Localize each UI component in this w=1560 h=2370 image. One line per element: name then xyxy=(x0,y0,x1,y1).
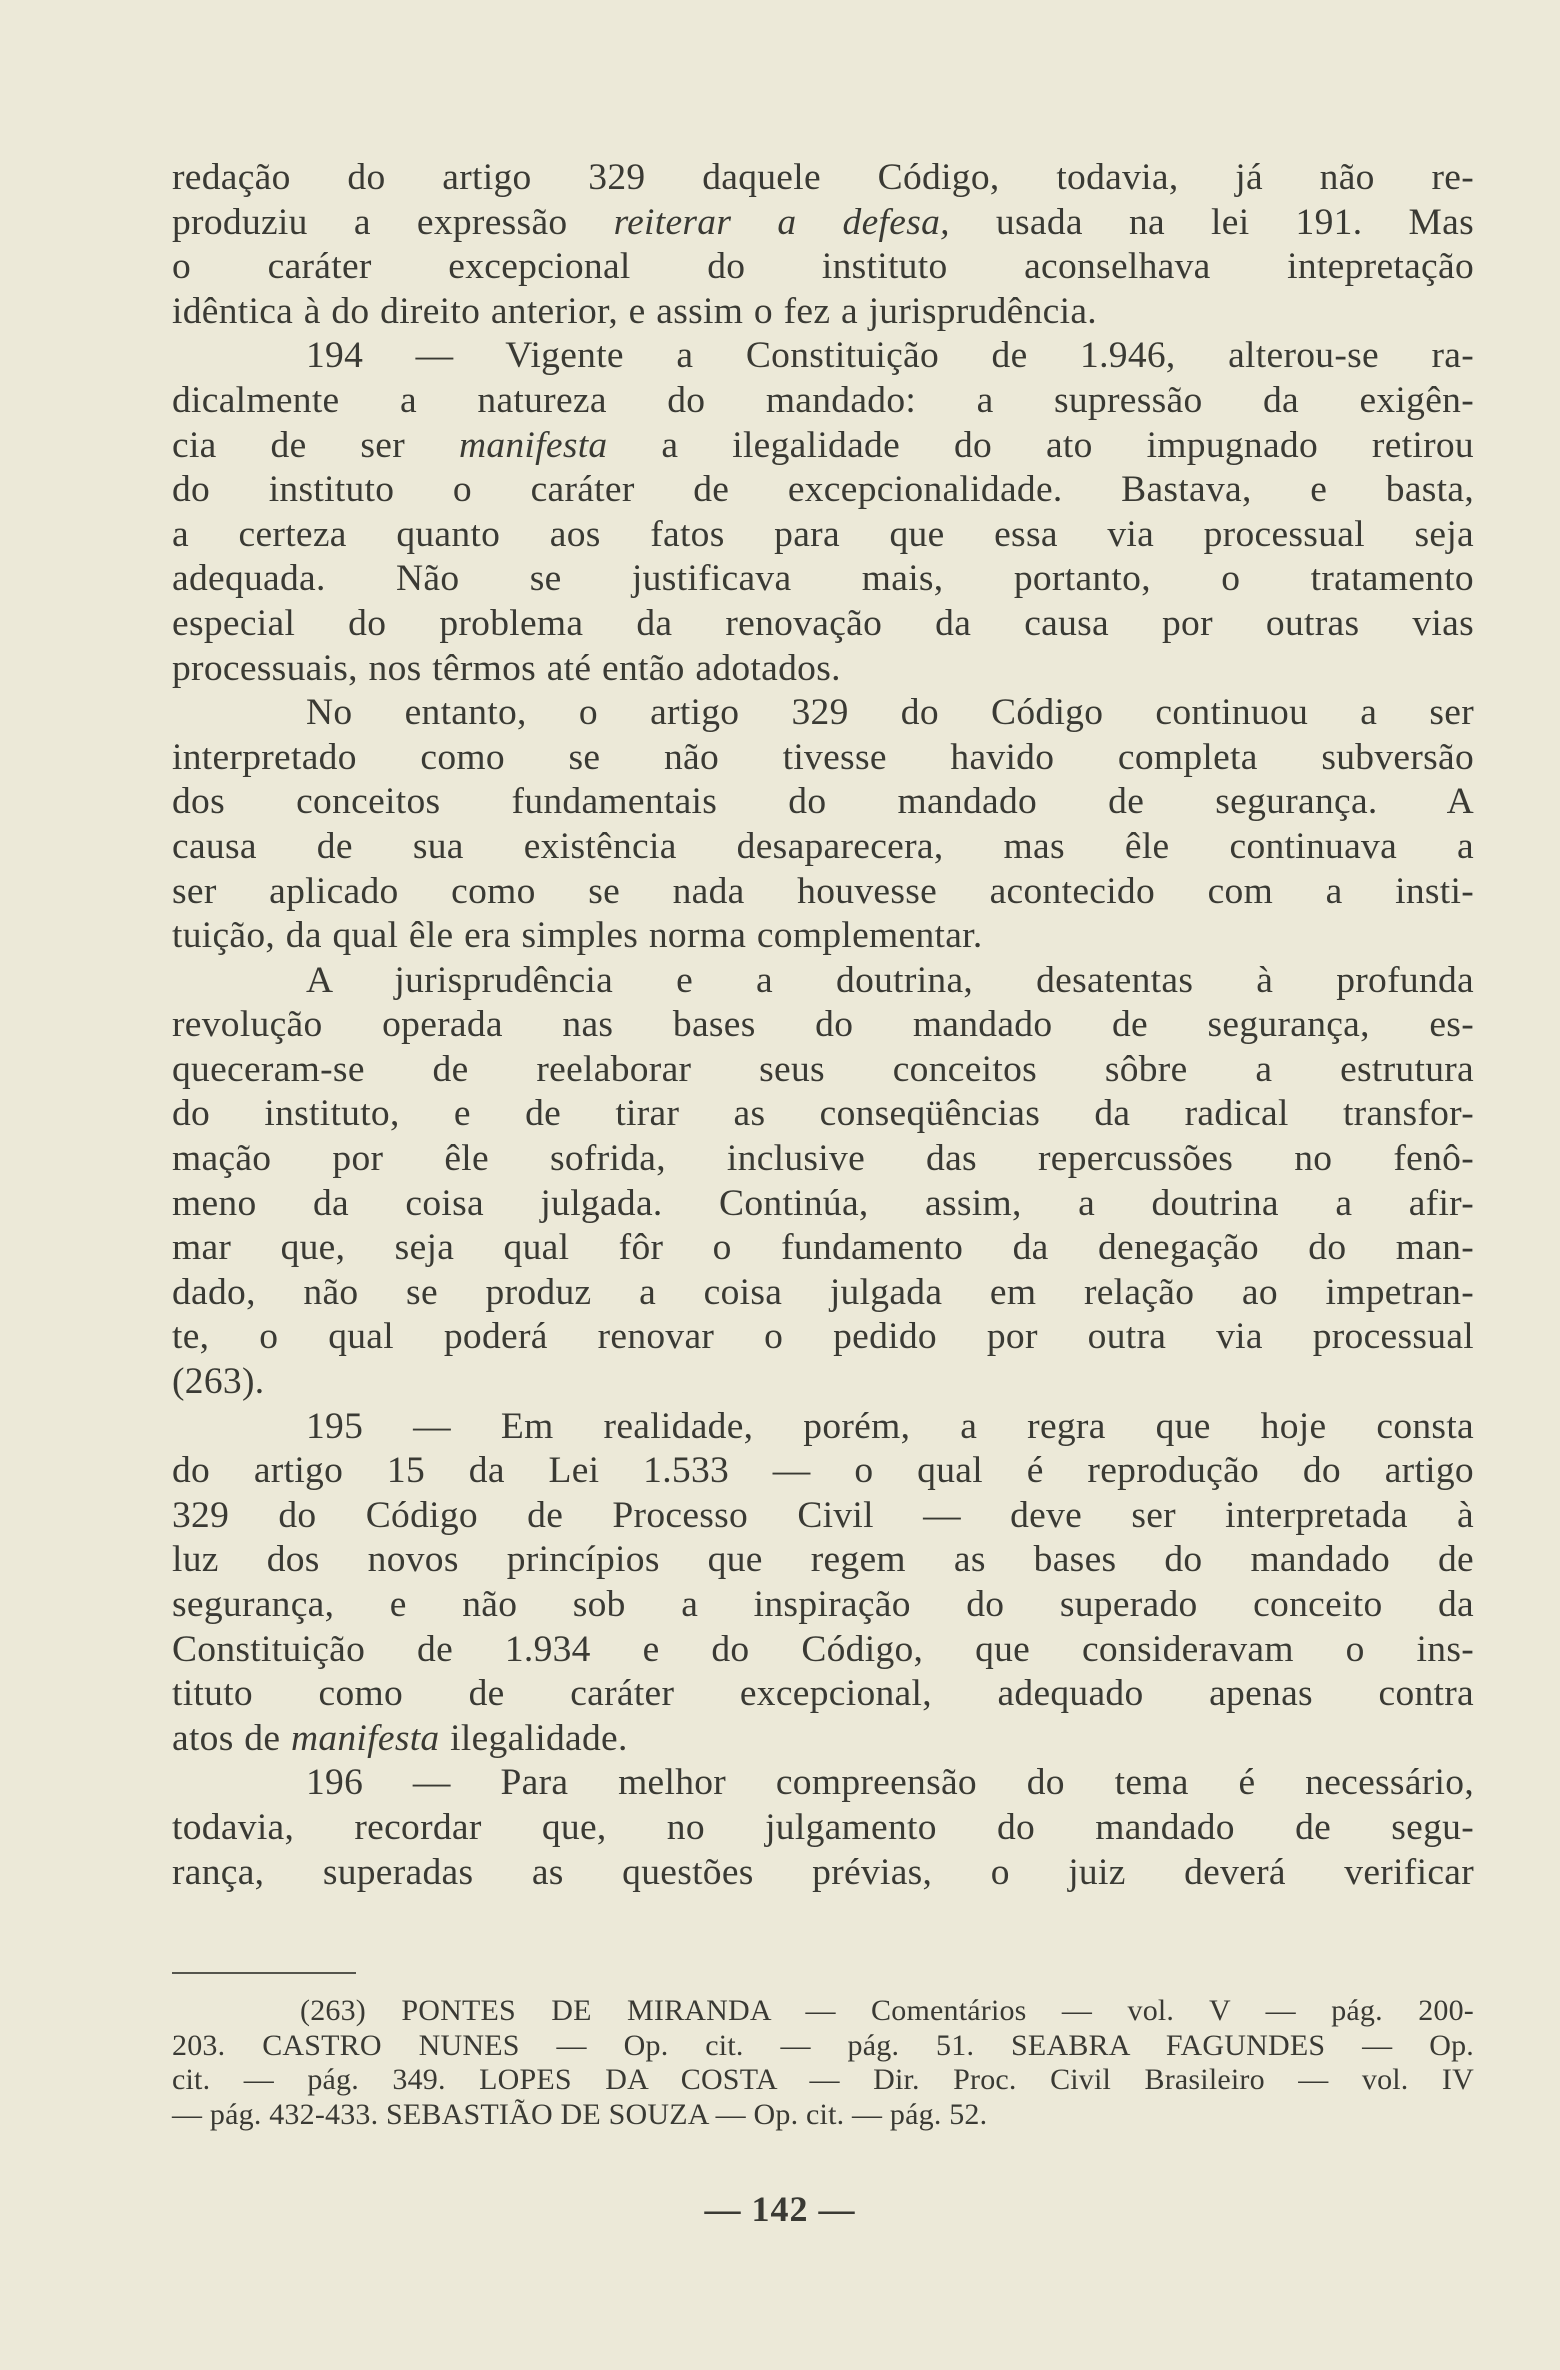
body-line: dos conceitos fundamentais do mandado de segurança. A xyxy=(172,781,1474,823)
body-line: redação do artigo 329 daquele Código, todavia, já não re- xyxy=(172,157,1474,198)
body-line: dado, não se produz a coisa julgada em relação ao impetran- xyxy=(172,1271,1474,1313)
body-line: causa de sua existência desaparecera, mas êle continuava a xyxy=(172,825,1474,867)
footnote-line: (263) PONTES DE MIRANDA — Comentários — vol. V — pág. 200- xyxy=(300,1994,1474,2027)
body-line: Constituição de 1.934 e do Código, que consideravam o ins- xyxy=(172,1628,1474,1670)
body-line: todavia, recordar que, no julgamento do mandado de segu- xyxy=(172,1806,1474,1848)
body-line: mação por êle sofrida, inclusive das repercussões no fenô- xyxy=(172,1138,1474,1180)
body-text xyxy=(172,156,1474,1895)
body-line: tituto como de caráter excepcional, adequado apenas contra xyxy=(172,1673,1474,1715)
footnote-line: — pág. 432-433. SEBASTIÃO DE SOUZA — Op. cit. — pág. 52. xyxy=(172,2097,988,2131)
body-line: rança, superadas as questões prévias, o juiz deverá verificar xyxy=(172,1851,1474,1893)
page-number: — 142 — xyxy=(704,2189,856,2229)
body-line: dicalmente a natureza do mandado: a supressão da exigên- xyxy=(172,379,1474,421)
body-line: luz dos novos princípios que regem as bases do mandado de xyxy=(172,1539,1474,1581)
footnote-divider xyxy=(172,1972,356,1974)
body-line: do artigo 15 da Lei 1.533 — o qual é reprodução do artigo xyxy=(172,1450,1474,1492)
italic-text: reiterar a defesa, xyxy=(613,201,950,243)
body-line: processuais, nos têrmos até então adotados. xyxy=(172,647,841,689)
section-196-heading-line: 196 — Para melhor compreensão do tema é necessário, xyxy=(306,1762,1474,1804)
text-run: ilegalidade. xyxy=(439,1717,628,1759)
body-line xyxy=(172,424,1474,469)
body-line: te, o qual poderá renovar o pedido por outra via processual xyxy=(172,1316,1474,1358)
italic-text: manifesta xyxy=(458,424,608,466)
text-run: a ilegalidade do ato impugnado retirou xyxy=(607,424,1474,466)
body-line: ser aplicado como se nada houvesse acontecido com a insti- xyxy=(172,870,1474,912)
body-line: adequada. Não se justificava mais, portanto, o tratamento xyxy=(172,558,1474,600)
body-line: especial do problema da renovação da causa por outras vias xyxy=(172,602,1474,644)
section-194-heading-line: 194 — Vigente a Constituição de 1.946, alterou-se ra- xyxy=(306,335,1474,377)
text-run: usada na lei 191. Mas xyxy=(949,201,1474,243)
footnote-line: cit. — pág. 349. LOPES DA COSTA — Dir. Proc. Civil Brasileiro — vol. IV xyxy=(172,2063,1474,2096)
body-line: revolução operada nas bases do mandado de segurança, es- xyxy=(172,1004,1474,1046)
body-line: o caráter excepcional do instituto aconselhava intepretação xyxy=(172,246,1474,288)
paragraph-start-line: A jurisprudência e a doutrina, desatentas à profunda xyxy=(306,959,1474,1001)
body-line xyxy=(172,1717,1474,1762)
body-line: tuição, da qual êle era simples norma complementar. xyxy=(172,915,983,957)
footnotes xyxy=(172,1994,1474,2132)
italic-text: manifesta xyxy=(290,1717,440,1759)
body-line: segurança, e não sob a inspiração do superado conceito da xyxy=(172,1584,1474,1625)
text-run: produziu a expressão xyxy=(172,201,614,243)
body-line xyxy=(172,201,1474,246)
body-line: meno da coisa julgada. Continúa, assim, a doutrina a afir- xyxy=(172,1182,1474,1224)
body-line: interpretado como se não tivesse havido completa subversão xyxy=(172,736,1474,778)
body-line: 329 do Código de Processo Civil — deve ser interpretada à xyxy=(172,1494,1474,1536)
body-line: a certeza quanto aos fatos para que essa via processual seja xyxy=(172,513,1474,555)
text-run: atos de xyxy=(172,1717,291,1759)
body-line: do instituto o caráter de excepcionalidade. Bastava, e basta, xyxy=(172,469,1474,511)
body-line: do instituto, e de tirar as conseqüências da radical transfor- xyxy=(172,1093,1474,1135)
footnote-line: 203. CASTRO NUNES — Op. cit. — pág. 51. SEABRA FAGUNDES — Op. xyxy=(172,2028,1474,2062)
paragraph-start-line: No entanto, o artigo 329 do Código continuou a ser xyxy=(306,692,1474,734)
body-line: queceram-se de reelaborar seus conceitos sôbre a estrutura xyxy=(172,1048,1474,1090)
footnote-reference[interactable]: (263). xyxy=(172,1361,265,1403)
body-line: idêntica à do direito anterior, e assim o fez a jurisprudência. xyxy=(172,290,1097,332)
section-195-heading-line: 195 — Em realidade, porém, a regra que hoje consta xyxy=(306,1405,1474,1447)
body-line: mar que, seja qual fôr o fundamento da denegação do man- xyxy=(172,1227,1474,1269)
text-run: cia de ser xyxy=(172,424,459,466)
